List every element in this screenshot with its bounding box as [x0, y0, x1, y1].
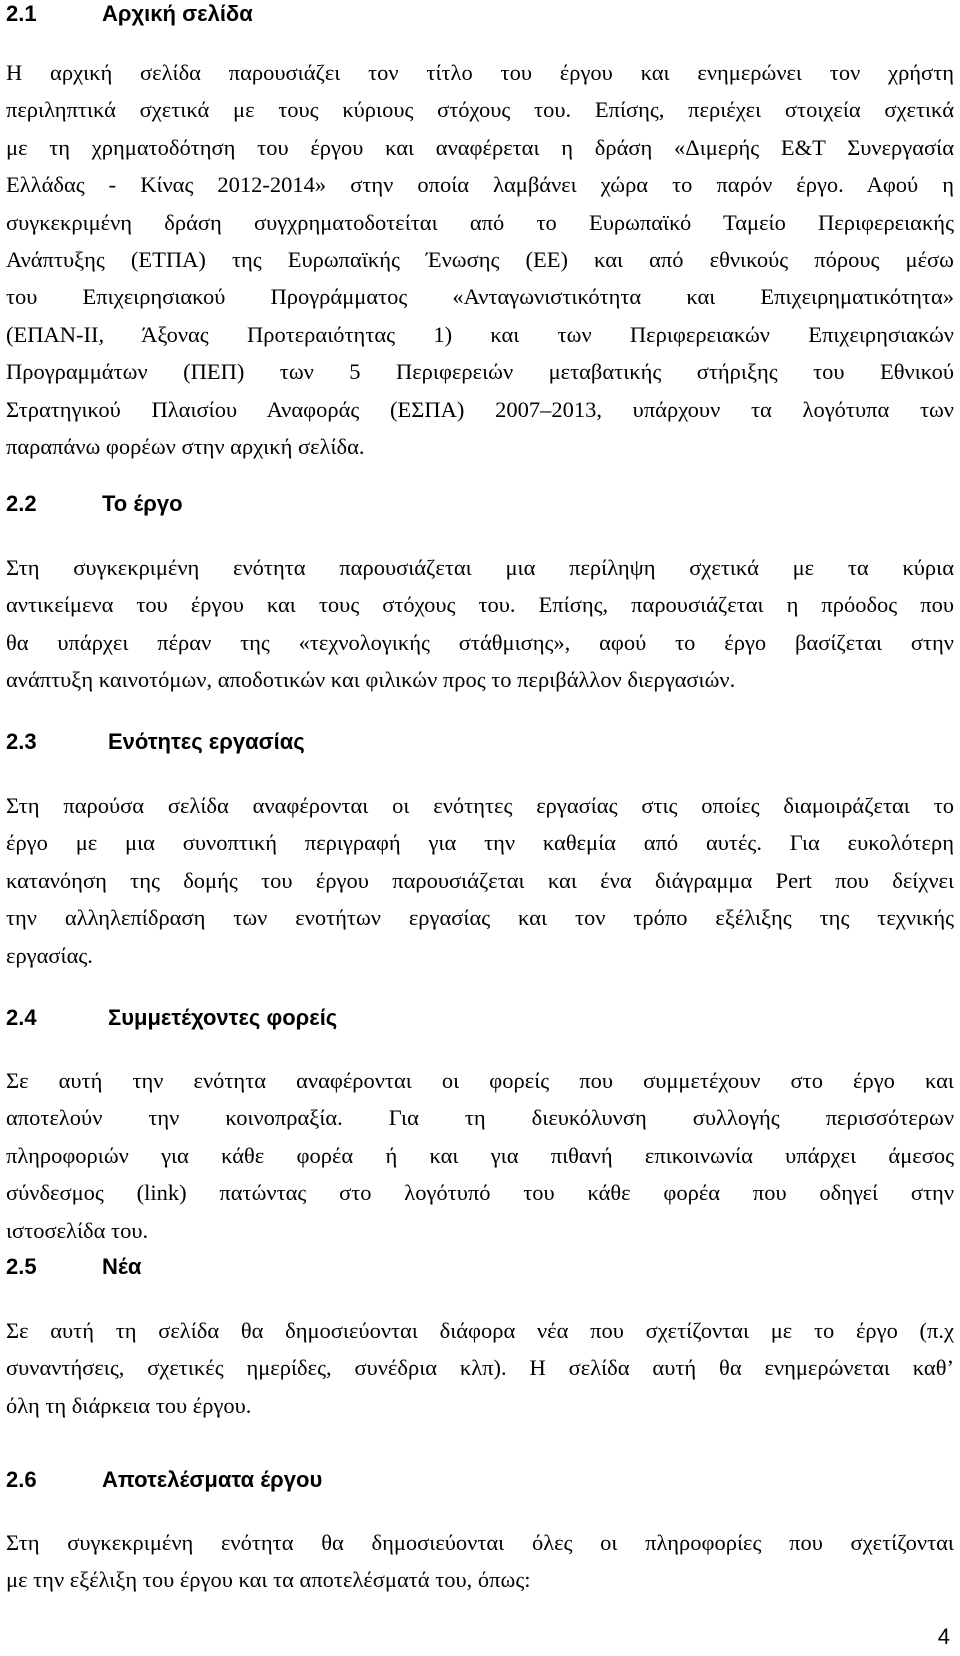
section-number: 2.4 — [6, 1005, 37, 1030]
section-body-2-6 — [6, 1524, 954, 1599]
section-heading-2-5 — [6, 1253, 142, 1281]
body-line: με την εξέλιξη του έργου και τα αποτελέσματά του, όπως: — [6, 1567, 531, 1593]
section-number: 2.2 — [6, 491, 37, 516]
body-line: Ελλάδας - Κίνας 2012-2014» στην οποία λαμβάνει χώρα το παρόν έργο. Αφού η — [6, 172, 954, 198]
body-line: ιστοσελίδα του. — [6, 1217, 149, 1243]
body-line: θα υπάρχει πέραν της «τεχνολογικής στάθμισης», αφού το έργο βασίζεται στην — [6, 629, 954, 655]
section-number: 2.1 — [6, 1, 37, 26]
body-line: αντικείμενα του έργου και τους στόχους του. Επίσης, παρουσιάζεται η πρόοδος που — [6, 592, 954, 618]
section-heading-2-3 — [6, 728, 305, 756]
section-number: 2.5 — [6, 1254, 37, 1279]
body-line: Στη συγκεκριμένη ενότητα παρουσιάζεται μια περίληψη σχετικά με τα κύρια — [6, 555, 954, 580]
section-title: Νέα — [102, 1254, 142, 1279]
section-heading-2-4 — [6, 1004, 338, 1032]
body-line: σύνδεσμος (link) πατώντας στο λογότυπό του κάθε φορέα που οδηγεί στην — [6, 1180, 954, 1206]
section-title: Αποτελέσματα έργου — [102, 1467, 323, 1492]
body-line: αποτελούν την κοινοπραξία. Για τη διευκόλυνση συλλογής περισσότερων — [6, 1105, 954, 1131]
page-number: 4 — [937, 1624, 950, 1649]
body-line: εργασίας. — [6, 942, 93, 968]
body-line: Σε αυτή την ενότητα αναφέρονται οι φορείς που συμμετέχουν στο έργο και — [6, 1068, 954, 1093]
section-number: 2.6 — [6, 1467, 37, 1492]
section-body-2-3 — [6, 787, 954, 974]
body-line: Προγραμμάτων (ΠΕΠ) των 5 Περιφερειών μεταβατικής στήριξης του Εθνικού — [6, 359, 954, 385]
body-line: Ανάπτυξης (ΕΤΠΑ) της Ευρωπαϊκής Ένωσης (ΕΕ) και από εθνικούς πόρους μέσω — [6, 246, 954, 272]
section-heading-2-1 — [6, 0, 253, 28]
section-title: Το έργο — [102, 491, 183, 516]
body-line: την αλληλεπίδραση των ενοτήτων εργασίας και τον τρόπο εξέλιξης της τεχνικής — [6, 905, 954, 931]
body-line: πληροφοριών για κάθε φορέα ή και για πιθανή επικοινωνία υπάρχει άμεσος — [6, 1142, 954, 1168]
section-heading-2-2 — [6, 490, 183, 518]
body-line: Στη συγκεκριμένη ενότητα θα δημοσιεύονται όλες οι πληροφορίες που σχετίζονται — [6, 1530, 954, 1555]
section-title: Αρχική σελίδα — [102, 1, 253, 26]
body-line: (ΕΠΑΝ-ΙΙ, Άξονας Προτεραιότητας 1) και των Περιφερειακών Επιχειρησιακών — [6, 321, 954, 347]
section-number: 2.3 — [6, 729, 37, 754]
body-line: συναντήσεις, σχετικές ημερίδες, συνέδρια κλπ). Η σελίδα αυτή θα ενημερώνεται καθ’ — [6, 1355, 954, 1381]
body-line: Στρατηγικού Πλαισίου Αναφοράς (ΕΣΠΑ) 2007–2013, υπάρχουν τα λογότυπα των — [6, 396, 954, 422]
body-line: όλη τη διάρκεια του έργου. — [6, 1392, 252, 1418]
section-body-2-1 — [6, 54, 954, 465]
section-body-2-2 — [6, 549, 954, 699]
body-line: Η αρχική σελίδα παρουσιάζει τον τίτλο του έργου και ενημερώνει τον χρήστη — [6, 60, 954, 85]
body-line: έργο με μια συνοπτική περιγραφή για την καθεμία από αυτές. Για ευκολότερη — [6, 830, 954, 856]
body-line: ανάπτυξη καινοτόμων, αποδοτικών και φιλικών προς το περιβάλλον διεργασιών. — [6, 667, 736, 693]
section-body-2-4 — [6, 1062, 954, 1249]
body-line: του Επιχειρησιακού Προγράμματος «Ανταγωνιστικότητα και Επιχειρηματικότητα» — [6, 284, 954, 310]
body-line: παραπάνω φορέων στην αρχική σελίδα. — [6, 433, 365, 459]
body-line: κατανόηση της δομής του έργου παρουσιάζεται και ένα διάγραμμα Pert που δείχνει — [6, 867, 954, 893]
body-line: με τη χρηματοδότηση του έργου και αναφέρεται η δράση «Διμερής Ε&Τ Συνεργασία — [6, 134, 954, 160]
section-title: Ενότητες εργασίας — [108, 729, 305, 754]
body-line: συγκεκριμένη δράση συγχρηματοδοτείται από το Ευρωπαϊκό Ταμείο Περιφερειακής — [6, 209, 954, 235]
section-body-2-5 — [6, 1312, 954, 1424]
section-title: Συμμετέχοντες φορείς — [108, 1005, 338, 1030]
body-line: Στη παρούσα σελίδα αναφέρονται οι ενότητες εργασίας στις οποίες διαμοιράζεται το — [6, 793, 954, 818]
section-heading-2-6 — [6, 1466, 323, 1494]
body-line: περιληπτικά σχετικά με τους κύριους στόχους του. Επίσης, περιέχει στοιχεία σχετικά — [6, 97, 954, 123]
body-line: Σε αυτή τη σελίδα θα δημοσιεύονται διάφορα νέα που σχετίζονται με το έργο (π.χ — [6, 1318, 954, 1343]
